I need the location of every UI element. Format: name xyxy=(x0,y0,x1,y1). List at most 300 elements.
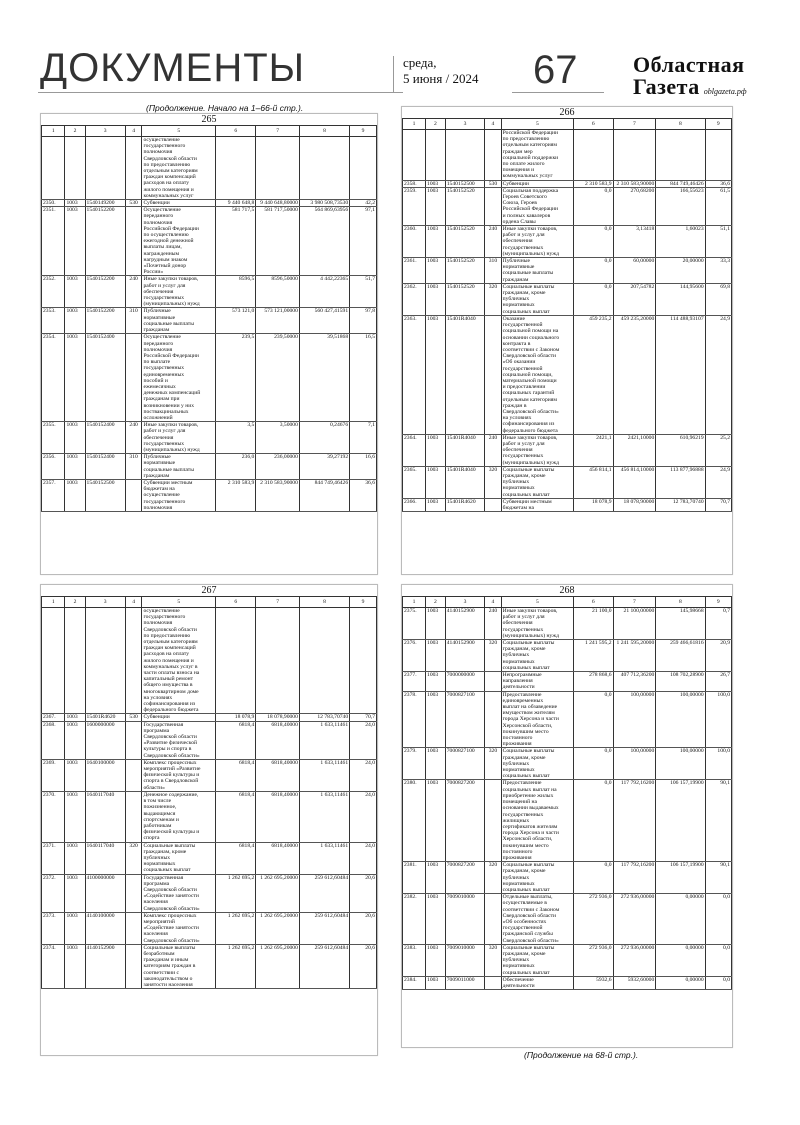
table-cell: 1540152520 xyxy=(445,258,484,284)
table-cell: 259 612,60484 xyxy=(299,912,349,944)
table-cell: 1003 xyxy=(426,976,446,989)
table-cell: 21 100,0 xyxy=(574,608,613,640)
table-cell xyxy=(125,874,142,912)
table-cell: 117 792,16200 xyxy=(613,862,656,894)
page-number: 67 xyxy=(533,48,578,92)
table-cell: 69,8 xyxy=(705,283,731,315)
section-title: ДОКУМЕНТЫ xyxy=(40,46,306,90)
issue-date-text: 5 июня / 2024 xyxy=(403,71,479,86)
table-cell: 236,00000 xyxy=(256,454,300,480)
table-cell: 310 xyxy=(125,454,142,480)
table-cell: 581 717,50000 xyxy=(256,207,300,276)
table-cell: 100,00000 xyxy=(656,691,705,748)
table-cell: 560 427,41591 xyxy=(299,308,349,334)
table-cell: 0,0 xyxy=(574,226,613,258)
table-header-row xyxy=(403,597,732,608)
column-header: 3 xyxy=(445,597,484,608)
table-cell: 2383. xyxy=(403,944,426,976)
page-number-rule xyxy=(512,92,604,93)
table-cell: 20,6 xyxy=(350,944,377,988)
column-header: 6 xyxy=(574,597,613,608)
table-cell: 1 633,11461 xyxy=(299,791,349,842)
table-row xyxy=(403,466,732,498)
table-cell: 1540152500 xyxy=(445,180,484,187)
table-cell xyxy=(485,315,501,434)
budget-table xyxy=(402,118,732,512)
table-cell: 7000827100 xyxy=(445,748,484,780)
table-row xyxy=(403,180,732,187)
table-cell: 236,0 xyxy=(216,454,256,480)
table-cell: 272 936,0 xyxy=(574,894,613,945)
table-cell: 0,0 xyxy=(705,894,731,945)
table-cell: 144,95600 xyxy=(656,283,705,315)
table-cell xyxy=(485,780,501,862)
table-row xyxy=(403,258,732,284)
table-cell: 2367. xyxy=(42,714,65,721)
table-cell xyxy=(613,130,656,181)
table-cell: 1003 xyxy=(65,479,85,511)
table-row xyxy=(42,422,377,454)
table-cell xyxy=(85,608,125,714)
table-cell: Социальные выплаты гражданам, кроме публичных нормативных социальных выплат xyxy=(501,862,573,894)
table-cell: 320 xyxy=(485,466,501,498)
table-cell: Государственная программа Свердловской области «Развитие физической культуры и спорта в Свердловской области» xyxy=(142,721,216,759)
table-cell: 39,27192 xyxy=(299,454,349,480)
table-row xyxy=(42,759,377,791)
table-cell: 320 xyxy=(485,640,501,672)
continued-on-note: (Продолжение на 68-й стр.). xyxy=(524,1050,639,1060)
table-cell: Оказание государственной социальной помощи на основании социального контракта в соответствии с Законом Свердловской области «Об оказании государственной социальной помощи, материальной помощи и предоставлении социальных гарантий отдельным категориям граждан в Свердловской области» на условиях софинансирования из федерального бюджета xyxy=(501,315,573,434)
table-cell: 9 440 648,80000 xyxy=(256,200,300,207)
table-row xyxy=(42,791,377,842)
table-cell: 20,6 xyxy=(350,874,377,912)
table-cell: 2351. xyxy=(42,207,65,276)
table-cell: 36,6 xyxy=(350,479,377,511)
table-cell: 7009010000 xyxy=(445,894,484,945)
table-cell: 1003 xyxy=(65,308,85,334)
table-cell: 1003 xyxy=(426,315,446,434)
column-header: 2 xyxy=(65,126,85,137)
column-header: 5 xyxy=(501,119,573,130)
column-header: 9 xyxy=(350,597,377,608)
table-cell: 26,7 xyxy=(705,672,731,692)
table-cell: 2 310 583,9 xyxy=(216,479,256,511)
table-cell: 1003 xyxy=(65,454,85,480)
table-cell: 1 262 695,20000 xyxy=(256,912,300,944)
table-cell: 2352. xyxy=(42,276,65,308)
issue-weekday: среда, xyxy=(403,55,437,70)
table-cell: 1003 xyxy=(426,283,446,315)
table-cell: 239,5 xyxy=(216,334,256,422)
table-cell: 2380. xyxy=(403,780,426,862)
table-row xyxy=(403,187,732,225)
column-header: 5 xyxy=(142,597,216,608)
table-cell xyxy=(705,130,731,181)
table-cell: 24,9 xyxy=(705,315,731,434)
table-cell: 573 121,00000 xyxy=(256,308,300,334)
table-header-row xyxy=(42,597,377,608)
table-cell: 320 xyxy=(485,748,501,780)
table-cell: 6818,4 xyxy=(216,842,256,874)
table-cell: Социальные выплаты гражданам, кроме публичных нормативных социальных выплат xyxy=(501,944,573,976)
table-cell: 530 xyxy=(485,180,501,187)
table-cell: 42,2 xyxy=(350,200,377,207)
table-cell: 1 633,11461 xyxy=(299,842,349,874)
table-cell xyxy=(125,137,142,200)
table-cell: 1003 xyxy=(426,180,446,187)
document-scan-266 xyxy=(401,106,733,575)
scan-page-number: 268 xyxy=(559,585,575,596)
column-header: 5 xyxy=(501,597,573,608)
table-cell: 4100000000 xyxy=(85,874,125,912)
document-scan-268 xyxy=(401,584,733,1048)
issue-date xyxy=(403,55,478,87)
column-header: 9 xyxy=(705,119,731,130)
document-scan-267 xyxy=(40,584,378,1056)
table-row xyxy=(42,200,377,207)
table-cell: Предоставление единовременных выплат на обзаведение имуществом жителям города Херсона и части Херсонской области, покинувшим место постоянного проживания xyxy=(501,691,573,748)
table-cell: 207,54782 xyxy=(613,283,656,315)
table-header-row xyxy=(42,126,377,137)
table-cell: Комплекс процессных мероприятий «Содействие занятости населения Свердловской области» xyxy=(142,912,216,944)
table-cell: 117 792,16200 xyxy=(613,780,656,862)
table-cell: 320 xyxy=(485,862,501,894)
table-cell: 581 717,5 xyxy=(216,207,256,276)
table-cell: 0,0 xyxy=(574,780,613,862)
column-header: 7 xyxy=(613,119,656,130)
table-row xyxy=(42,874,377,912)
table-cell: 15401R4620 xyxy=(445,498,484,511)
table-cell: 2369. xyxy=(42,759,65,791)
table-cell: 1003 xyxy=(65,874,85,912)
table-cell xyxy=(485,976,501,989)
table-cell: 1 241 595,2 xyxy=(574,640,613,672)
table-cell: Социальные выплаты гражданам, кроме публичных нормативных социальных выплат xyxy=(501,283,573,315)
table-cell xyxy=(445,130,484,181)
table-row xyxy=(403,640,732,672)
table-cell: 6818,4 xyxy=(216,759,256,791)
table-cell: 7009010000 xyxy=(445,944,484,976)
table-row xyxy=(403,315,732,434)
table-cell: 4140152900 xyxy=(445,640,484,672)
table-cell: 1540152520 xyxy=(445,187,484,225)
table-cell: 1003 xyxy=(426,640,446,672)
table-cell: 2365. xyxy=(403,466,426,498)
table-cell: 610,96219 xyxy=(656,434,705,466)
column-header: 4 xyxy=(485,119,501,130)
table-cell: 6818,40000 xyxy=(256,759,300,791)
table-cell: осуществление государственного полномочия Свердловской области по предоставлению отдельным категориям граждан компенсаций расходов на оплату жилого помещения и коммунальных услуг xyxy=(142,137,216,200)
column-header: 4 xyxy=(485,597,501,608)
table-cell: 108 702,28900 xyxy=(656,672,705,692)
table-row xyxy=(403,283,732,315)
table-cell: 8596,5 xyxy=(216,276,256,308)
table-cell xyxy=(485,498,501,511)
newspaper-name-line2: Газета xyxy=(633,74,700,99)
table-cell: 1003 xyxy=(426,258,446,284)
newspaper-site: oblgazeta.рф xyxy=(703,87,747,96)
table-cell: 36,6 xyxy=(705,180,731,187)
newspaper-logo xyxy=(633,54,747,103)
table-cell: 8596,50000 xyxy=(256,276,300,308)
table-cell: 1 262 695,20000 xyxy=(256,874,300,912)
column-header: 1 xyxy=(42,126,65,137)
table-cell: 2368. xyxy=(42,721,65,759)
table-cell: 5932,6 xyxy=(574,976,613,989)
table-cell: 0,24676 xyxy=(299,422,349,454)
table-cell: осуществление государственного полномочия Свердловской области по предоставлению отдельным категориям граждан компенсаций расходов на оплату жилого помещения и коммунальных услуг в части оплаты взноса на капитальный ремонт общего имущества в многоквартирном доме на условиях софинансирования из федерального бюджета xyxy=(142,608,216,714)
table-cell: 1 262 695,2 xyxy=(216,874,256,912)
table-cell: 240 xyxy=(485,226,501,258)
table-cell: 259 612,60484 xyxy=(299,874,349,912)
table-cell xyxy=(574,130,613,181)
table-row xyxy=(403,434,732,466)
table-cell: Социальные выплаты безработным гражданам и иным категориям граждан в соответствии с законодательством о занятости населения xyxy=(142,944,216,988)
column-header: 3 xyxy=(85,126,125,137)
table-cell: 1003 xyxy=(426,608,446,640)
table-cell: 1003 xyxy=(65,200,85,207)
table-cell: 0,0 xyxy=(574,862,613,894)
table-cell: 456 814,1 xyxy=(574,466,613,498)
table-cell: 239,50000 xyxy=(256,334,300,422)
budget-table xyxy=(402,596,732,990)
table-row xyxy=(42,721,377,759)
table-cell: 2375. xyxy=(403,608,426,640)
table-cell: 18 078,9 xyxy=(216,714,256,721)
table-cell: 1600000000 xyxy=(85,721,125,759)
table-cell: 2358. xyxy=(403,180,426,187)
table-cell: 18 078,9 xyxy=(574,498,613,511)
table-header-row xyxy=(403,119,732,130)
table-cell xyxy=(85,137,125,200)
column-header: 1 xyxy=(403,119,426,130)
table-cell: 6818,40000 xyxy=(256,721,300,759)
column-header: 3 xyxy=(85,597,125,608)
table-row xyxy=(403,608,732,640)
table-cell: 1,60023 xyxy=(656,226,705,258)
column-header: 9 xyxy=(705,597,731,608)
table-cell: 2377. xyxy=(403,672,426,692)
table-cell: 0,0 xyxy=(574,283,613,315)
table-cell: 2384. xyxy=(403,976,426,989)
table-cell: 2360. xyxy=(403,226,426,258)
table-cell: 0,7 xyxy=(705,608,731,640)
table-cell: 2376. xyxy=(403,640,426,672)
table-cell: 1 633,11461 xyxy=(299,721,349,759)
table-row xyxy=(42,912,377,944)
table-cell: 39,51868 xyxy=(299,334,349,422)
table-cell: 1003 xyxy=(426,862,446,894)
table-cell: 100,0 xyxy=(705,691,731,748)
column-header: 4 xyxy=(125,597,142,608)
column-header: 9 xyxy=(350,126,377,137)
table-cell: Отдельные выплаты, осуществляемые в соответствии с Законом Свердловской области «Об особенностях государственной гражданской службы Свердловской области» xyxy=(501,894,573,945)
table-cell xyxy=(125,207,142,276)
table-cell: 6818,4 xyxy=(216,721,256,759)
table-cell: 459 235,20000 xyxy=(613,315,656,434)
table-cell: 33,3 xyxy=(705,258,731,284)
table-cell xyxy=(350,137,377,200)
column-header: 2 xyxy=(426,119,446,130)
table-row xyxy=(403,780,732,862)
table-cell: 1003 xyxy=(426,226,446,258)
table-cell: 1540152400 xyxy=(85,334,125,422)
table-cell: 2366. xyxy=(403,498,426,511)
table-cell xyxy=(42,137,65,200)
scan-page-number: 265 xyxy=(201,114,217,125)
table-cell: 1003 xyxy=(65,207,85,276)
table-cell: 1003 xyxy=(65,721,85,759)
table-cell xyxy=(403,130,426,181)
table-cell: Иные закупки товаров, работ и услуг для обеспечения государственных (муниципальных) нужд xyxy=(501,434,573,466)
table-cell: 12 783,70740 xyxy=(299,714,349,721)
table-cell: 1003 xyxy=(426,434,446,466)
table-cell: 1640117040 xyxy=(85,791,125,842)
table-cell: 2371. xyxy=(42,842,65,874)
table-cell xyxy=(125,912,142,944)
table-cell: 3,13418 xyxy=(613,226,656,258)
continued-from-note: (Продолжение. Начало на 1–66-й стр.). xyxy=(146,103,304,113)
table-cell: 1540152500 xyxy=(85,479,125,511)
column-header: 7 xyxy=(256,126,300,137)
table-cell: Иные закупки товаров, работ и услуг для обеспечения государственных (муниципальных) нужд xyxy=(142,276,216,308)
table-cell: 21 100,00000 xyxy=(613,608,656,640)
table-cell: 20,6 xyxy=(350,912,377,944)
document-scan-265 xyxy=(40,113,378,575)
table-cell xyxy=(256,608,300,714)
table-cell: 15401R4620 xyxy=(85,714,125,721)
table-cell: 145,98668 xyxy=(656,608,705,640)
column-header: 1 xyxy=(42,597,65,608)
table-cell: 1640117040 xyxy=(85,842,125,874)
table-cell: 3,50000 xyxy=(256,422,300,454)
table-cell xyxy=(426,130,446,181)
table-cell: 1003 xyxy=(65,791,85,842)
table-cell: 2361. xyxy=(403,258,426,284)
table-cell: 320 xyxy=(485,283,501,315)
table-cell: Непрограммные направления деятельности xyxy=(501,672,573,692)
table-cell: Социальные выплаты гражданам, кроме публичных нормативных социальных выплат xyxy=(142,842,216,874)
table-cell: 7000827200 xyxy=(445,780,484,862)
table-row xyxy=(42,608,377,714)
table-cell: Социальные выплаты гражданам, кроме публичных нормативных социальных выплат xyxy=(501,748,573,780)
table-cell: 1540152200 xyxy=(85,308,125,334)
table-cell: 844 749,46426 xyxy=(299,479,349,511)
table-cell: 24,0 xyxy=(350,759,377,791)
table-cell xyxy=(42,608,65,714)
masthead-divider xyxy=(393,56,394,92)
column-header: 6 xyxy=(216,126,256,137)
table-cell: 61,5 xyxy=(705,187,731,225)
table-row xyxy=(42,944,377,988)
table-cell: 2 310 583,90000 xyxy=(613,180,656,187)
table-row xyxy=(42,714,377,721)
table-cell: Публичные нормативные социальные выплаты гражданам xyxy=(142,308,216,334)
column-header: 2 xyxy=(65,597,85,608)
table-cell: 106 157,19900 xyxy=(656,862,705,894)
column-header: 6 xyxy=(216,597,256,608)
table-cell: 20,9 xyxy=(705,640,731,672)
masthead xyxy=(0,0,800,100)
table-cell xyxy=(656,130,705,181)
table-cell: 16,5 xyxy=(350,334,377,422)
table-cell: 320 xyxy=(125,842,142,874)
table-row xyxy=(403,894,732,945)
table-cell: 24,0 xyxy=(350,721,377,759)
table-cell xyxy=(256,137,300,200)
table-row xyxy=(42,137,377,200)
table-cell: 70,7 xyxy=(705,498,731,511)
table-cell: 2362. xyxy=(403,283,426,315)
table-cell: 240 xyxy=(125,276,142,308)
table-cell: 1540152200 xyxy=(85,207,125,276)
table-cell: 15401R4040 xyxy=(445,315,484,434)
table-cell: Государственная программа Свердловской области «Содействие занятости населения Свердловской области» xyxy=(142,874,216,912)
table-cell: Субвенции xyxy=(142,714,216,721)
table-cell: 100,00000 xyxy=(613,691,656,748)
column-header: 7 xyxy=(256,597,300,608)
table-cell: 51,7 xyxy=(350,276,377,308)
table-row xyxy=(403,976,732,989)
table-cell: 530 xyxy=(125,714,142,721)
table-cell: 1003 xyxy=(426,466,446,498)
column-header: 7 xyxy=(613,597,656,608)
masthead-rule xyxy=(38,92,403,93)
budget-table xyxy=(41,125,377,512)
table-cell: 2363. xyxy=(403,315,426,434)
table-cell: 90,1 xyxy=(705,780,731,862)
table-cell: 90,1 xyxy=(705,862,731,894)
column-header: 8 xyxy=(656,119,705,130)
table-cell: 9 440 648,8 xyxy=(216,200,256,207)
table-row xyxy=(403,862,732,894)
table-cell xyxy=(125,479,142,511)
table-cell: 2 310 583,9 xyxy=(574,180,613,187)
table-cell: 530 xyxy=(125,200,142,207)
table-cell xyxy=(299,608,349,714)
table-cell: 2381. xyxy=(403,862,426,894)
scan-page-number: 266 xyxy=(559,107,575,118)
scan-page-number: 267 xyxy=(201,585,217,596)
table-cell: 1540152400 xyxy=(85,454,125,480)
table-cell: 100,00000 xyxy=(656,748,705,780)
table-cell: Иные закупки товаров, работ и услуг для обеспечения государственных (муниципальных) нужд xyxy=(501,226,573,258)
table-cell: 18 078,90000 xyxy=(256,714,300,721)
table-cell: 0,00000 xyxy=(656,976,705,989)
table-cell: 15401R4040 xyxy=(445,434,484,466)
table-cell: 564 869,63956 xyxy=(299,207,349,276)
table-cell: 2421,10000 xyxy=(613,434,656,466)
table-cell: Комплекс процессных мероприятий «Развитие физической культуры и спорта в Свердловской области» xyxy=(142,759,216,791)
table-cell: 2355. xyxy=(42,422,65,454)
table-cell: 97,1 xyxy=(350,207,377,276)
table-cell xyxy=(125,944,142,988)
table-cell: 7,1 xyxy=(350,422,377,454)
table-cell: 240 xyxy=(485,608,501,640)
table-cell: 1003 xyxy=(426,691,446,748)
table-cell: 1003 xyxy=(65,759,85,791)
table-cell: 270,68200 xyxy=(613,187,656,225)
table-cell xyxy=(485,672,501,692)
table-cell: 1003 xyxy=(65,912,85,944)
column-header: 2 xyxy=(426,597,446,608)
table-cell: Субвенции xyxy=(142,200,216,207)
table-cell: 2374. xyxy=(42,944,65,988)
table-cell: 0,0 xyxy=(574,258,613,284)
table-row xyxy=(42,454,377,480)
table-cell: 106 157,19900 xyxy=(656,780,705,862)
table-row xyxy=(42,308,377,334)
